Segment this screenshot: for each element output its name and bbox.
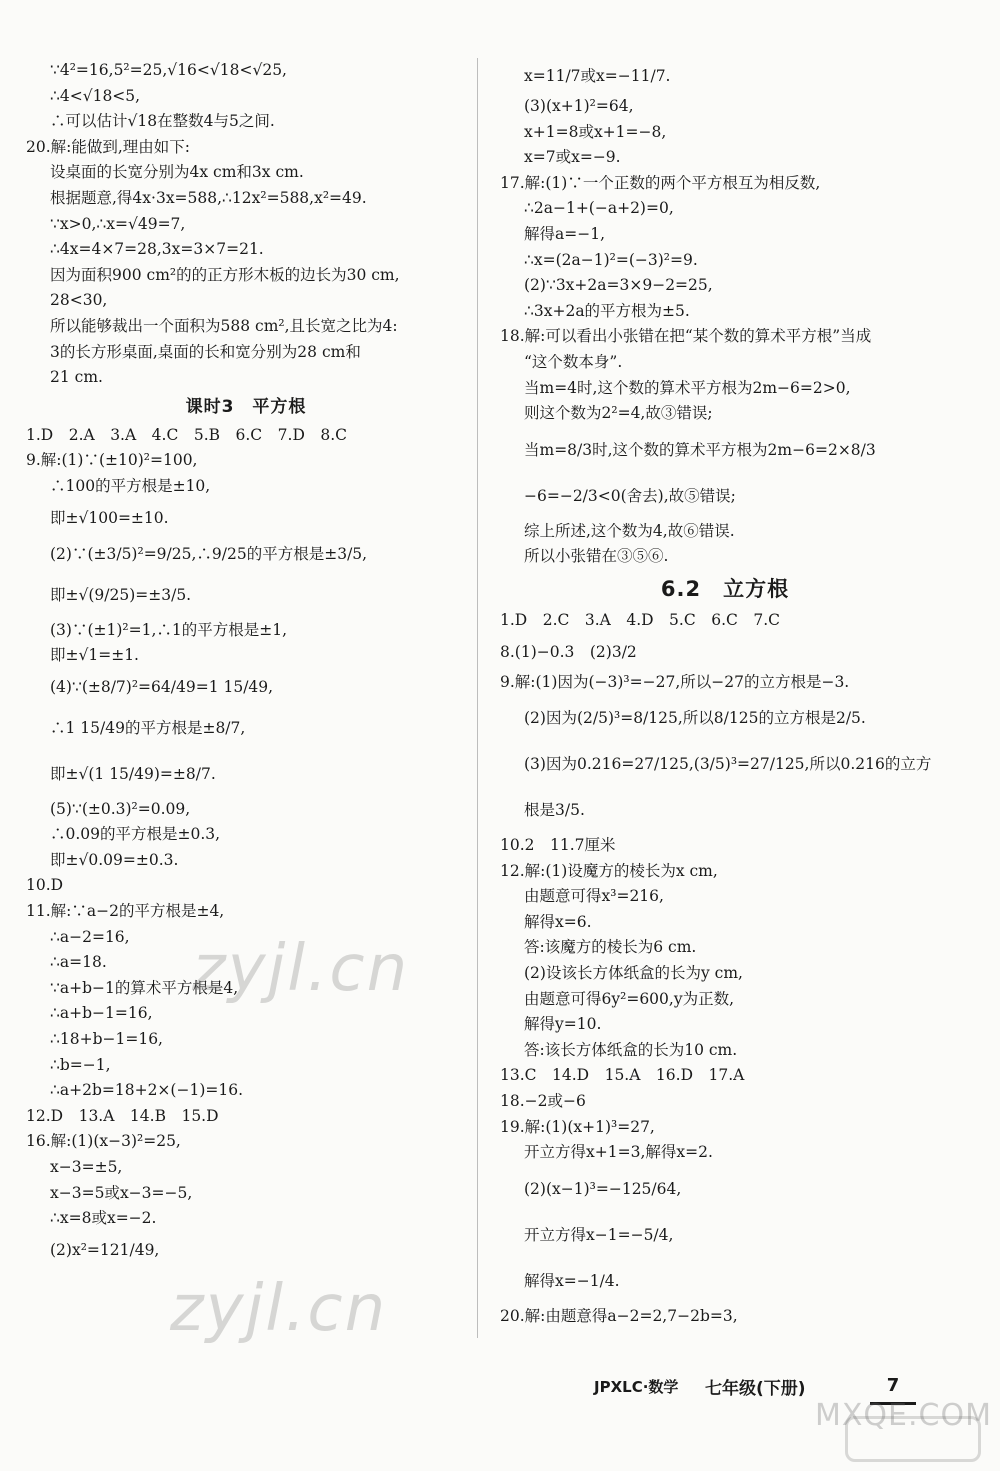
text-line: (2)设该长方体纸盒的长为y cm, [524, 964, 743, 983]
text-line: x=7或x=−9. [524, 148, 621, 167]
text-line: ∴18+b−1=16, [50, 1030, 163, 1049]
text-line: ∴3x+2a的平方根为±5. [524, 301, 690, 320]
text-line: 当m=4时,这个数的算术平方根为2m−6=2>0, [524, 378, 851, 397]
question-20: 20.解:能做到,理由如下: [26, 137, 191, 156]
question-18: 18.−2或−6 [500, 1092, 586, 1111]
page-number: 7 [870, 1372, 916, 1405]
text-line: 解得x=6. [524, 912, 592, 931]
text-line: 即±√100=±10. [50, 508, 169, 527]
text-line: (3)因为0.216=27/125,(3/5)³=27/125,所以0.216的立方 [524, 755, 932, 774]
right-column [500, 58, 950, 1329]
question-20: 20.解:由题意得a−2=2,7−2b=3, [500, 1306, 738, 1325]
text-line: (2)∵3x+2a=3×9−2=25, [524, 276, 713, 295]
text-line: 由题意可得x³=216, [524, 887, 664, 906]
text-line: x−3=±5, [50, 1158, 123, 1176]
text-line: ∴a+b−1=16, [50, 1004, 153, 1023]
watermark-text: zyjl.cn [192, 932, 410, 1006]
text-line: 开立方得x−1=−5/4, [524, 1225, 674, 1244]
text-line: ∴4x=4×7=28,3x=3×7=21. [50, 240, 264, 259]
text-line: ∴1 15/49的平方根是±8/7, [50, 718, 246, 737]
text-line: 当m=8/3时,这个数的算术平方根为2m−6=2×8/3 [524, 440, 876, 459]
question-16: 16.解:(1)(x−3)²=25, [26, 1132, 181, 1151]
text-line: 28<30, [50, 291, 108, 310]
text-line: 即±√(1 15/49)=±8/7. [50, 764, 216, 783]
text-line: 即±√1=±1. [50, 646, 139, 665]
text-line: 开立方得x+1=3,解得x=2. [524, 1143, 713, 1162]
question-8: 8.(1)−0.3 (2)3/2 [500, 642, 637, 661]
page-footer [0, 1372, 1000, 1412]
text-line: ∴a+2b=18+2×(−1)=16. [50, 1081, 244, 1100]
question-9: 9.解:(1)∵(±10)²=100, [26, 451, 198, 470]
text-line: x+1=8或x+1=−8, [524, 122, 667, 141]
watermark-text: MXQE.COM [815, 1398, 992, 1433]
text-line: 所以能够裁出一个面积为588 cm²,且长宽之比为4: [50, 316, 398, 335]
answer-row: 10.2 11.7厘米 [500, 836, 616, 855]
text-line: 即±√(9/25)=±3/5. [50, 585, 192, 604]
answer-row: 12.D 13.A 14.B 15.D [26, 1106, 219, 1125]
text-line: x−3=5或x−3=−5, [50, 1183, 193, 1202]
question-10: 10.D [26, 876, 64, 895]
text-line: ∵a+b−1的算术平方根是4, [50, 978, 239, 997]
text-line: ∵4²=16,5²=25,√16<√18<√25, [50, 61, 287, 79]
text-line: (2)因为(2/5)³=8/125,所以8/125的立方根是2/5. [524, 709, 866, 728]
text-line: (2)∵(±3/5)²=9/25,∴9/25的平方根是±3/5, [50, 544, 368, 563]
grade-label: 七年级(下册) [705, 1379, 806, 1399]
text-line: (3)(x+1)²=64, [524, 97, 634, 115]
text-line: 答:该长方体纸盒的长为10 cm. [524, 1040, 738, 1059]
text-line: 21 cm. [50, 368, 103, 387]
question-11: 11.解:∵a−2的平方根是±4, [26, 902, 225, 921]
text-line: ∴x=8或x=−2. [50, 1209, 157, 1228]
text-line: ∴a−2=16, [50, 927, 130, 946]
text-line: 由题意可得6y²=600,y为正数, [524, 989, 735, 1008]
column-divider [477, 58, 478, 1338]
question-17: 17.解:(1)∵一个正数的两个平方根互为相反数, [500, 173, 821, 192]
text-line: ∴可以估计√18在整数4与5之间. [50, 112, 275, 131]
text-line: 根据题意,得4x·3x=588,∴12x²=588,x²=49. [50, 188, 367, 207]
watermark-text: zyjl.cn [170, 1272, 388, 1346]
text-line: 因为面积900 cm²的的正方形木板的边长为30 cm, [50, 265, 400, 284]
section-heading-cube-root: 6.2 立方根 [660, 576, 790, 601]
text-line: (5)∵(±0.3)²=0.09, [50, 799, 191, 818]
text-line: 则这个数为2²=4,故③错误; [524, 404, 713, 423]
question-18: 18.解:可以看出小张错在把“某个数的算术平方根”当成 [500, 327, 872, 346]
question-12: 12.解:(1)设魔方的棱长为x cm, [500, 861, 718, 880]
text-line: 解得a=−1, [524, 224, 606, 243]
text-line: 综上所述,这个数为4,故⑥错误. [524, 521, 735, 540]
text-line: “这个数本身”. [524, 352, 623, 371]
text-line: 根是3/5. [524, 801, 585, 820]
text-line: 解得y=10. [524, 1015, 602, 1034]
question-9: 9.解:(1)因为(−3)³=−27,所以−27的立方根是−3. [500, 672, 850, 691]
text-line: 设桌面的长宽分别为4x cm和3x cm. [50, 163, 304, 182]
text-line: (3)∵(±1)²=1,∴1的平方根是±1, [50, 620, 288, 639]
text-line: ∴0.09的平方根是±0.3, [50, 825, 221, 844]
text-line: (2)x²=121/49, [50, 1240, 160, 1259]
text-line: 3的长方形桌面,桌面的长和宽分别为28 cm和 [50, 342, 361, 361]
text-line: ∵x>0,∴x=√49=7, [50, 214, 186, 233]
text-line: ∴4<√18<5, [50, 86, 141, 105]
left-column [26, 58, 466, 1268]
text-line: 所以小张错在③⑤⑥. [524, 547, 669, 566]
text-line: x=11/7或x=−11/7. [524, 67, 671, 85]
watermark-logo [845, 1416, 981, 1462]
section-heading-lesson3: 课时3 平方根 [185, 396, 307, 417]
answer-row: 13.C 14.D 15.A 16.D 17.A [500, 1066, 745, 1085]
text-line: 答:该魔方的棱长为6 cm. [524, 938, 697, 957]
text-line: (4)∵(±8/7)²=64/49=1 15/49, [50, 677, 274, 696]
text-line: 解得x=−1/4. [524, 1271, 620, 1290]
text-line: ∴b=−1, [50, 1055, 111, 1074]
text-line: ∴x=(2a−1)²=(−3)²=9. [524, 250, 698, 269]
text-line: ∴100的平方根是±10, [50, 476, 211, 495]
book-series-label: JPXLC·数学 [594, 1378, 679, 1396]
question-19: 19.解:(1)(x+1)³=27, [500, 1117, 655, 1136]
text-line: −6=−2/3<0(舍去),故⑤错误; [524, 486, 736, 505]
text-line: ∴a=18. [50, 953, 107, 972]
answer-row: 1.D 2.C 3.A 4.D 5.C 6.C 7.C [500, 610, 781, 629]
text-line: ∴2a−1+(−a+2)=0, [524, 199, 674, 218]
text-line: (2)(x−1)³=−125/64, [524, 1179, 682, 1198]
answer-row: 1.D 2.A 3.A 4.C 5.B 6.C 7.D 8.C [26, 425, 348, 444]
text-line: 即±√0.09=±0.3. [50, 850, 179, 869]
